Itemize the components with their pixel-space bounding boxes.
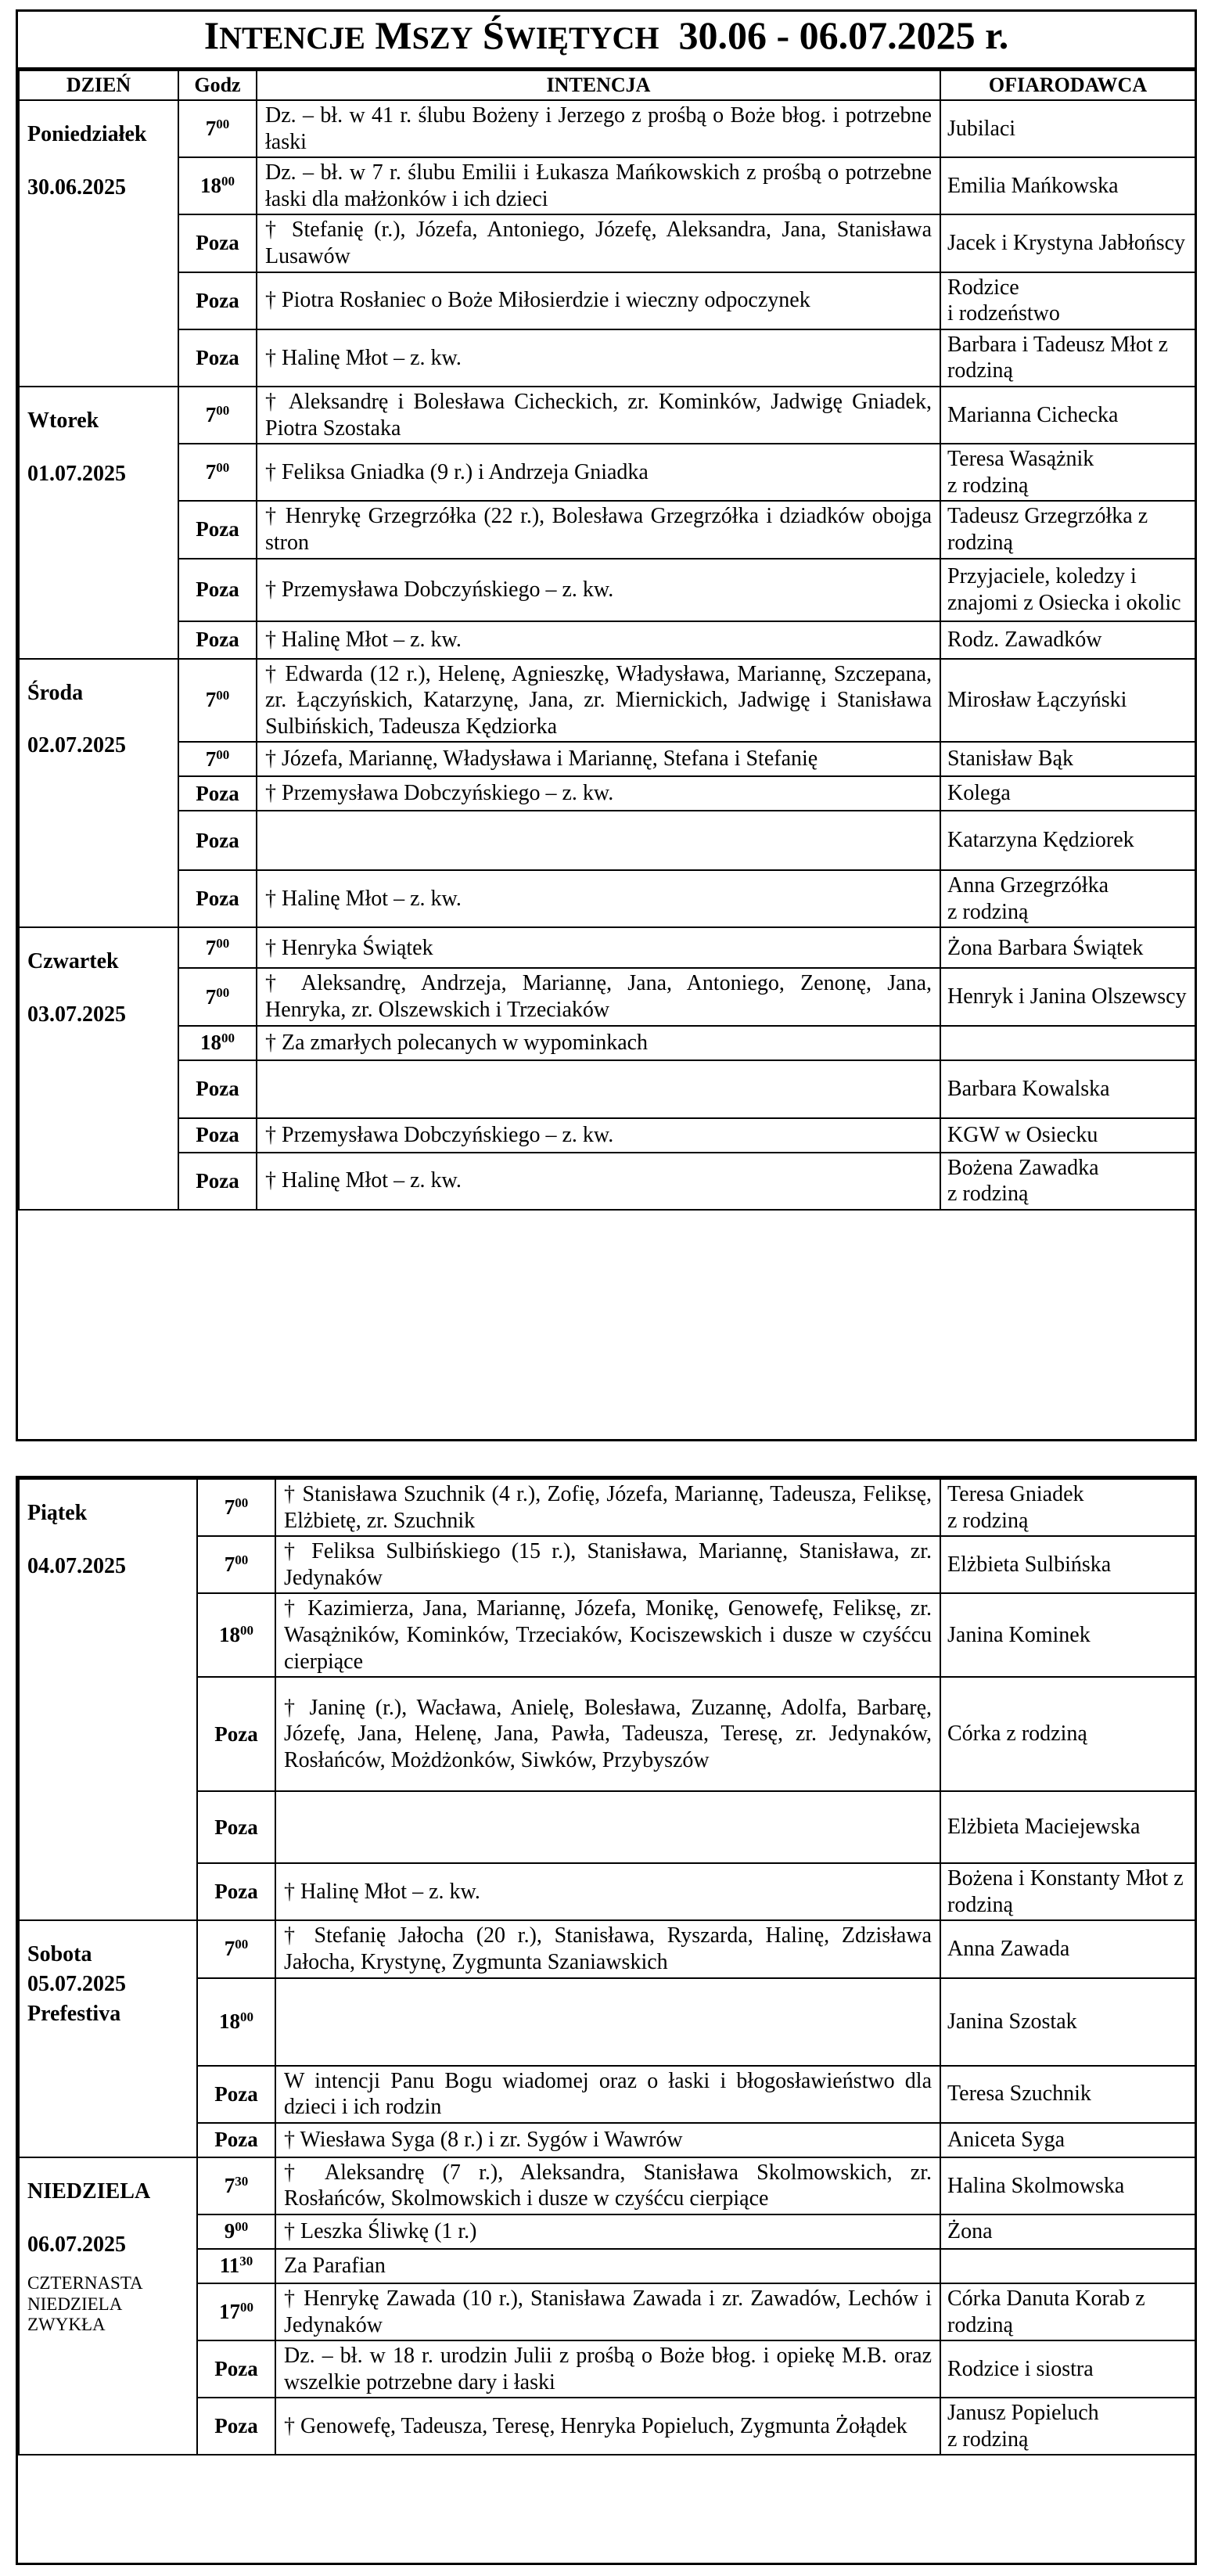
- mass-time: [178, 742, 257, 776]
- intention-text: † Henryka Świątek: [257, 927, 940, 968]
- mass-time: [197, 1978, 275, 2066]
- donor-name: Córka Danuta Korab z rodziną: [940, 2283, 1195, 2340]
- minute-value: 00: [235, 1937, 249, 1952]
- table-row: [19, 1118, 1195, 1153]
- day-cell: [19, 387, 178, 659]
- table-row: [19, 2157, 1195, 2214]
- table-row: [19, 742, 1195, 776]
- donor-name: Przyjaciele, koledzy i znajomi z Osiecka i okolic: [940, 559, 1195, 621]
- minute-value: 00: [235, 2219, 249, 2235]
- table-row: [19, 214, 1195, 272]
- intention-text: † Przemysława Dobczyńskiego – z. kw.: [257, 559, 940, 621]
- intention-text: † Stefanię (r.), Józefa, Antoniego, Józefę, Aleksandra, Jana, Stanisława Lusawów: [257, 214, 940, 272]
- hour-value: Poza: [196, 345, 239, 369]
- table-header: [19, 70, 1195, 100]
- hour-value: Poza: [196, 1123, 239, 1147]
- mass-time: [178, 1118, 257, 1153]
- minute-value: 00: [216, 117, 230, 132]
- day-date: 03.07.2025: [27, 1002, 126, 1027]
- day-name: Poniedziałek: [27, 122, 147, 146]
- intention-text: † Feliksa Sulbińskiego (15 r.), Stanisława, Mariannę, Stanisława, zr. Jedynaków: [275, 1536, 940, 1593]
- table-row: [19, 1920, 1195, 1977]
- mass-time: [197, 1479, 275, 1536]
- donor-name: Jubilaci: [940, 100, 1195, 157]
- hour-value: 7: [224, 2173, 235, 2197]
- minute-value: 00: [221, 1031, 235, 1046]
- mass-time: [178, 621, 257, 659]
- day-name: Czwartek: [27, 949, 119, 974]
- minute-value: 00: [235, 1552, 249, 1568]
- minute-value: 00: [235, 1495, 249, 1511]
- mass-time: [197, 2398, 275, 2455]
- minute-value: 00: [221, 174, 235, 189]
- table-row: [19, 100, 1195, 157]
- schedule-page-1: [16, 9, 1197, 1441]
- table-row: [19, 272, 1195, 329]
- minute-value: 00: [216, 688, 230, 703]
- day-cell: [19, 1920, 197, 2157]
- minute-value: 30: [235, 2173, 249, 2189]
- intention-text: † Przemysława Dobczyńskiego – z. kw.: [257, 776, 940, 811]
- intention-text: † Janinę (r.), Wacława, Anielę, Bolesława, Zuzannę, Adolfa, Barbarę, Józefę, Jana, Helenę, Jana, Pawła, Tadeusza, Teresę, zr. Jedynaków, Rosłańców, Możdżonków, Siwków, Przybyszów: [275, 1677, 940, 1791]
- hour-value: Poza: [214, 1880, 258, 1904]
- hour-value: Poza: [214, 2414, 258, 2438]
- intention-text: † Aleksandrę (7 r.), Aleksandra, Stanisława Skolmowskich, zr. Rosłańców, Skolmowskich i dusze w czyśćcu cierpiące: [275, 2157, 940, 2214]
- table-row: [19, 501, 1195, 558]
- intention-text: † Stefanię Jałocha (20 r.), Stanisława, Ryszarda, Halinę, Zdzisława Jałocha, Krystynę, Zygmunta Szaniawskich: [275, 1920, 940, 1977]
- mass-time: [197, 2066, 275, 2123]
- col-header-hour: Godz: [178, 70, 257, 100]
- schedule-page-2: [16, 1476, 1197, 2565]
- day-date: 05.07.2025: [27, 1972, 126, 1997]
- mass-time: [197, 2283, 275, 2340]
- donor-name: Emilia Mańkowska: [940, 157, 1195, 214]
- hour-value: 17: [219, 2300, 240, 2323]
- donor-name: [940, 2249, 1195, 2283]
- donor-name: Córka z rodziną: [940, 1677, 1195, 1791]
- table-row: [19, 444, 1195, 501]
- minute-value: 00: [216, 460, 230, 476]
- hour-value: 9: [224, 2219, 235, 2243]
- day-cell: [19, 100, 178, 387]
- minute-value: 30: [239, 2254, 253, 2269]
- donor-name: Teresa Gniadek z rodziną: [940, 1479, 1195, 1536]
- hour-value: 7: [224, 1937, 235, 1961]
- mass-time: [197, 1536, 275, 1593]
- mass-time: [197, 1863, 275, 1920]
- spacer: [27, 2207, 196, 2230]
- intention-text: † Genowefę, Tadeusza, Teresę, Henryka Popieluch, Zygmunta Żołądek: [275, 2398, 940, 2455]
- intention-text: † Piotra Rosłaniec o Boże Miłosierdzie i wieczny odpoczynek: [257, 272, 940, 329]
- hour-value: Poza: [214, 2128, 258, 2152]
- table-row: [19, 1026, 1195, 1060]
- intention-text: † Halinę Młot – z. kw.: [257, 621, 940, 659]
- donor-name: Marianna Cichecka: [940, 387, 1195, 444]
- intention-text: [275, 1978, 940, 2066]
- mass-intentions-table-1: [18, 70, 1196, 1211]
- intention-text: [257, 811, 940, 870]
- day-date: 01.07.2025: [27, 461, 126, 486]
- intention-text: Za Parafian: [275, 2249, 940, 2283]
- day-feast: Prefestiva: [27, 2001, 121, 2026]
- donor-name: Katarzyna Kędziorek: [940, 811, 1195, 870]
- table-row: [19, 559, 1195, 621]
- intention-text: † Henrykę Zawada (10 r.), Stanisława Zawada i zr. Zawadów, Lechów i Jedynaków: [275, 2283, 940, 2340]
- intention-text: Dz. – bł. w 41 r. ślubu Bożeny i Jerzego z prośbą o Boże błog. i potrzebne łaski: [257, 100, 940, 157]
- day-date: 02.07.2025: [27, 733, 126, 758]
- spacer: [27, 436, 178, 459]
- donor-name: Teresa Szuchnik: [940, 2066, 1195, 2123]
- hour-value: Poza: [196, 517, 239, 541]
- col-header-donor: OFIARODAWCA: [940, 70, 1195, 100]
- mass-time: [178, 214, 257, 272]
- hour-value: 18: [219, 1623, 240, 1647]
- intention-text: † Henrykę Grzegrzółka (22 r.), Bolesława Grzegrzółka i dziadków obojga stron: [257, 501, 940, 558]
- donor-name: Rodzice i rodzeństwo: [940, 272, 1195, 329]
- intention-text: † Leszka Śliwkę (1 r.): [275, 2214, 940, 2249]
- day-date: 04.07.2025: [27, 1553, 126, 1578]
- donor-name: Żona: [940, 2214, 1195, 2249]
- mass-time: [178, 776, 257, 811]
- day-name: NIEDZIELA: [27, 2178, 151, 2204]
- donor-name: Elżbieta Sulbińska: [940, 1536, 1195, 1593]
- donor-name: Rodzice i siostra: [940, 2340, 1195, 2398]
- donor-name: Janina Kominek: [940, 1593, 1195, 1677]
- mass-time: [197, 1593, 275, 1677]
- mass-time: [178, 811, 257, 870]
- donor-name: Aniceta Syga: [940, 2123, 1195, 2157]
- donor-name: Barbara Kowalska: [940, 1060, 1195, 1118]
- mass-time: [197, 2249, 275, 2283]
- mass-time: [178, 927, 257, 968]
- page-title: INTENCJE MSZY ŚWIĘTYCH 30.06 - 06.07.2025 r.: [18, 12, 1195, 70]
- day-cell: [19, 2157, 197, 2455]
- table-row: [19, 870, 1195, 927]
- hour-value: Poza: [196, 887, 239, 911]
- spacer: [27, 1528, 196, 1552]
- day-cell: [19, 927, 178, 1209]
- day-cell: [19, 1479, 197, 1920]
- donor-name: Teresa Wasążnik z rodziną: [940, 444, 1195, 501]
- mass-time: [178, 968, 257, 1025]
- donor-name: Żona Barbara Świątek: [940, 927, 1195, 968]
- day-name: Sobota: [27, 1942, 92, 1967]
- minute-value: 00: [240, 1623, 253, 1639]
- mass-intentions-table-2: [18, 1478, 1196, 2455]
- day-name: Wtorek: [27, 408, 99, 433]
- intention-text: † Przemysława Dobczyńskiego – z. kw.: [257, 1118, 940, 1153]
- hour-value: 7: [205, 688, 217, 712]
- intention-text: Dz. – bł. w 18 r. urodzin Julii z prośbą o Boże błog. i opiekę M.B. oraz wszelkie potrzebne dary i łaski: [275, 2340, 940, 2398]
- hour-value: 7: [205, 460, 217, 484]
- intention-text: † Feliksa Gniadka (9 r.) i Andrzeja Gniadka: [257, 444, 940, 501]
- table-row: [19, 1479, 1195, 1536]
- intention-text: † Halinę Młot – z. kw.: [257, 870, 940, 927]
- donor-name: Halina Skolmowska: [940, 2157, 1195, 2214]
- minute-value: 00: [216, 747, 230, 762]
- hour-value: Poza: [196, 577, 239, 601]
- intention-text: † Edwarda (12 r.), Helenę, Agnieszkę, Władysława, Mariannę, Szczepana, zr. Łączyńskich, Katarzynę, Jana, zr. Miernickich, Jadwigę i Stanisława Sulbińskich, Tadeusza Kędziorka: [257, 659, 940, 743]
- table-row: [19, 1153, 1195, 1210]
- hour-value: Poza: [214, 2357, 258, 2381]
- donor-name: Barbara i Tadeusz Młot z rodziną: [940, 329, 1195, 387]
- table-row: [19, 968, 1195, 1025]
- mass-time: [197, 1920, 275, 1977]
- mass-time: [178, 1026, 257, 1060]
- hour-value: Poza: [196, 288, 239, 312]
- table-row: [19, 811, 1195, 870]
- intention-text: † Halinę Młot – z. kw.: [275, 1863, 940, 1920]
- hour-value: 7: [205, 403, 217, 427]
- mass-time: [197, 2340, 275, 2398]
- donor-name: Janusz Popieluch z rodziną: [940, 2398, 1195, 2455]
- donor-name: Anna Grzegrzółka z rodziną: [940, 870, 1195, 927]
- hour-value: Poza: [214, 1722, 258, 1746]
- day-name: Środa: [27, 680, 84, 705]
- spacer: [27, 707, 178, 731]
- minute-value: 00: [240, 2009, 253, 2025]
- intention-text: [275, 1791, 940, 1863]
- mass-time: [178, 870, 257, 927]
- intention-text: [257, 1060, 940, 1118]
- hour-value: 18: [200, 1031, 221, 1055]
- donor-name: Rodz. Zawadków: [940, 621, 1195, 659]
- donor-name: Bożena Zawadka z rodziną: [940, 1153, 1195, 1210]
- donor-name: Mirosław Łączyński: [940, 659, 1195, 743]
- mass-time: [178, 444, 257, 501]
- mass-time: [178, 329, 257, 387]
- intention-text: † Aleksandrę i Bolesława Cicheckich, zr. Kominków, Jadwigę Gniadek, Piotra Szostaka: [257, 387, 940, 444]
- mass-time: [178, 100, 257, 157]
- hour-value: 7: [205, 117, 217, 141]
- day-date: 30.06.2025: [27, 174, 126, 200]
- intention-text: † Stanisława Szuchnik (4 r.), Zofię, Józefa, Mariannę, Tadeusza, Feliksę, Elżbietę, zr. Szuchnik: [275, 1479, 940, 1536]
- intention-text: † Halinę Młot – z. kw.: [257, 1153, 940, 1210]
- minute-value: 00: [240, 2300, 253, 2315]
- mass-time: [197, 2214, 275, 2249]
- hour-value: Poza: [196, 1168, 239, 1193]
- hour-value: 11: [219, 2254, 240, 2278]
- hour-value: Poza: [214, 1815, 258, 1839]
- donor-name: [940, 1026, 1195, 1060]
- donor-name: Stanisław Bąk: [940, 742, 1195, 776]
- donor-name: KGW w Osiecku: [940, 1118, 1195, 1153]
- mass-time: [178, 387, 257, 444]
- hour-value: 7: [205, 747, 217, 771]
- donor-name: Henryk i Janina Olszewscy: [940, 968, 1195, 1025]
- intention-text: † Halinę Młot – z. kw.: [257, 329, 940, 387]
- hour-value: Poza: [196, 628, 239, 651]
- mass-time: [178, 1153, 257, 1210]
- intention-text: † Wiesława Syga (8 r.) i zr. Sygów i Wawrów: [275, 2123, 940, 2157]
- day-date: 06.07.2025: [27, 2232, 126, 2257]
- table-row: [19, 927, 1195, 968]
- table-row: [19, 157, 1195, 214]
- intention-text: † Kazimierza, Jana, Mariannę, Józefa, Monikę, Genowefę, Feliksę, zr. Wasążników, Kominków, Trzeciaków, Kociszewskich i dusze w czyśćcu cierpiące: [275, 1593, 940, 1677]
- intention-text: † Za zmarłych polecanych w wypominkach: [257, 1026, 940, 1060]
- donor-name: Anna Zawada: [940, 1920, 1195, 1977]
- mass-time: [197, 2157, 275, 2214]
- mass-time: [178, 157, 257, 214]
- day-cell: [19, 659, 178, 928]
- hour-value: Poza: [196, 231, 239, 255]
- hour-value: 7: [224, 1495, 235, 1520]
- hour-value: Poza: [214, 2081, 258, 2106]
- intention-text: Dz. – bł. w 7 r. ślubu Emilii i Łukasza Mańkowskich z prośbą o potrzebne łaski dla małżonków i ich dzieci: [257, 157, 940, 214]
- hour-value: Poza: [196, 828, 239, 852]
- minute-value: 00: [216, 403, 230, 419]
- hour-value: 18: [200, 174, 221, 198]
- hour-value: 18: [219, 2009, 240, 2034]
- mass-time: [197, 2123, 275, 2157]
- minute-value: 00: [216, 935, 230, 951]
- donor-name: Elżbieta Maciejewska: [940, 1791, 1195, 1863]
- day-name: Piątek: [27, 1501, 88, 1525]
- hour-value: 7: [224, 1552, 235, 1577]
- intention-text: † Józefa, Mariannę, Władysława i Mariannę, Stefana i Stefanię: [257, 742, 940, 776]
- donor-name: Kolega: [940, 776, 1195, 811]
- day-note: CZTERNASTA NIEDZIELA ZWYKŁA: [27, 2273, 143, 2335]
- hour-value: Poza: [196, 781, 239, 805]
- mass-time: [178, 559, 257, 621]
- table-row: [19, 776, 1195, 811]
- mass-time: [178, 501, 257, 558]
- intention-text: W intencji Panu Bogu wiadomej oraz o łaski i błogosławieństwo dla dzieci i ich rodzin: [275, 2066, 940, 2123]
- col-header-intention: INTENCJA: [257, 70, 940, 100]
- mass-time: [197, 1677, 275, 1791]
- table-row: [19, 621, 1195, 659]
- mass-time: [197, 1791, 275, 1863]
- table-row: [19, 329, 1195, 387]
- spacer: [27, 977, 178, 1000]
- donor-name: Jacek i Krystyna Jabłońscy: [940, 214, 1195, 272]
- mass-time: [178, 659, 257, 743]
- donor-name: Tadeusz Grzegrzółka z rodziną: [940, 501, 1195, 558]
- hour-value: 7: [205, 984, 217, 1009]
- hour-value: Poza: [196, 1077, 239, 1101]
- intention-text: † Aleksandrę, Andrzeja, Mariannę, Jana, Antoniego, Zenonę, Jana, Henryka, zr. Olszewskich i Trzeciaków: [257, 968, 940, 1025]
- col-header-day: DZIEŃ: [19, 70, 178, 100]
- donor-name: Bożena i Konstanty Młot z rodziną: [940, 1863, 1195, 1920]
- minute-value: 00: [216, 984, 230, 1000]
- spacer: [27, 149, 178, 173]
- mass-time: [178, 272, 257, 329]
- mass-time: [178, 1060, 257, 1118]
- hour-value: 7: [205, 935, 217, 959]
- table-row: [19, 387, 1195, 444]
- table-row: [19, 659, 1195, 743]
- table-row: [19, 1060, 1195, 1118]
- donor-name: Janina Szostak: [940, 1978, 1195, 2066]
